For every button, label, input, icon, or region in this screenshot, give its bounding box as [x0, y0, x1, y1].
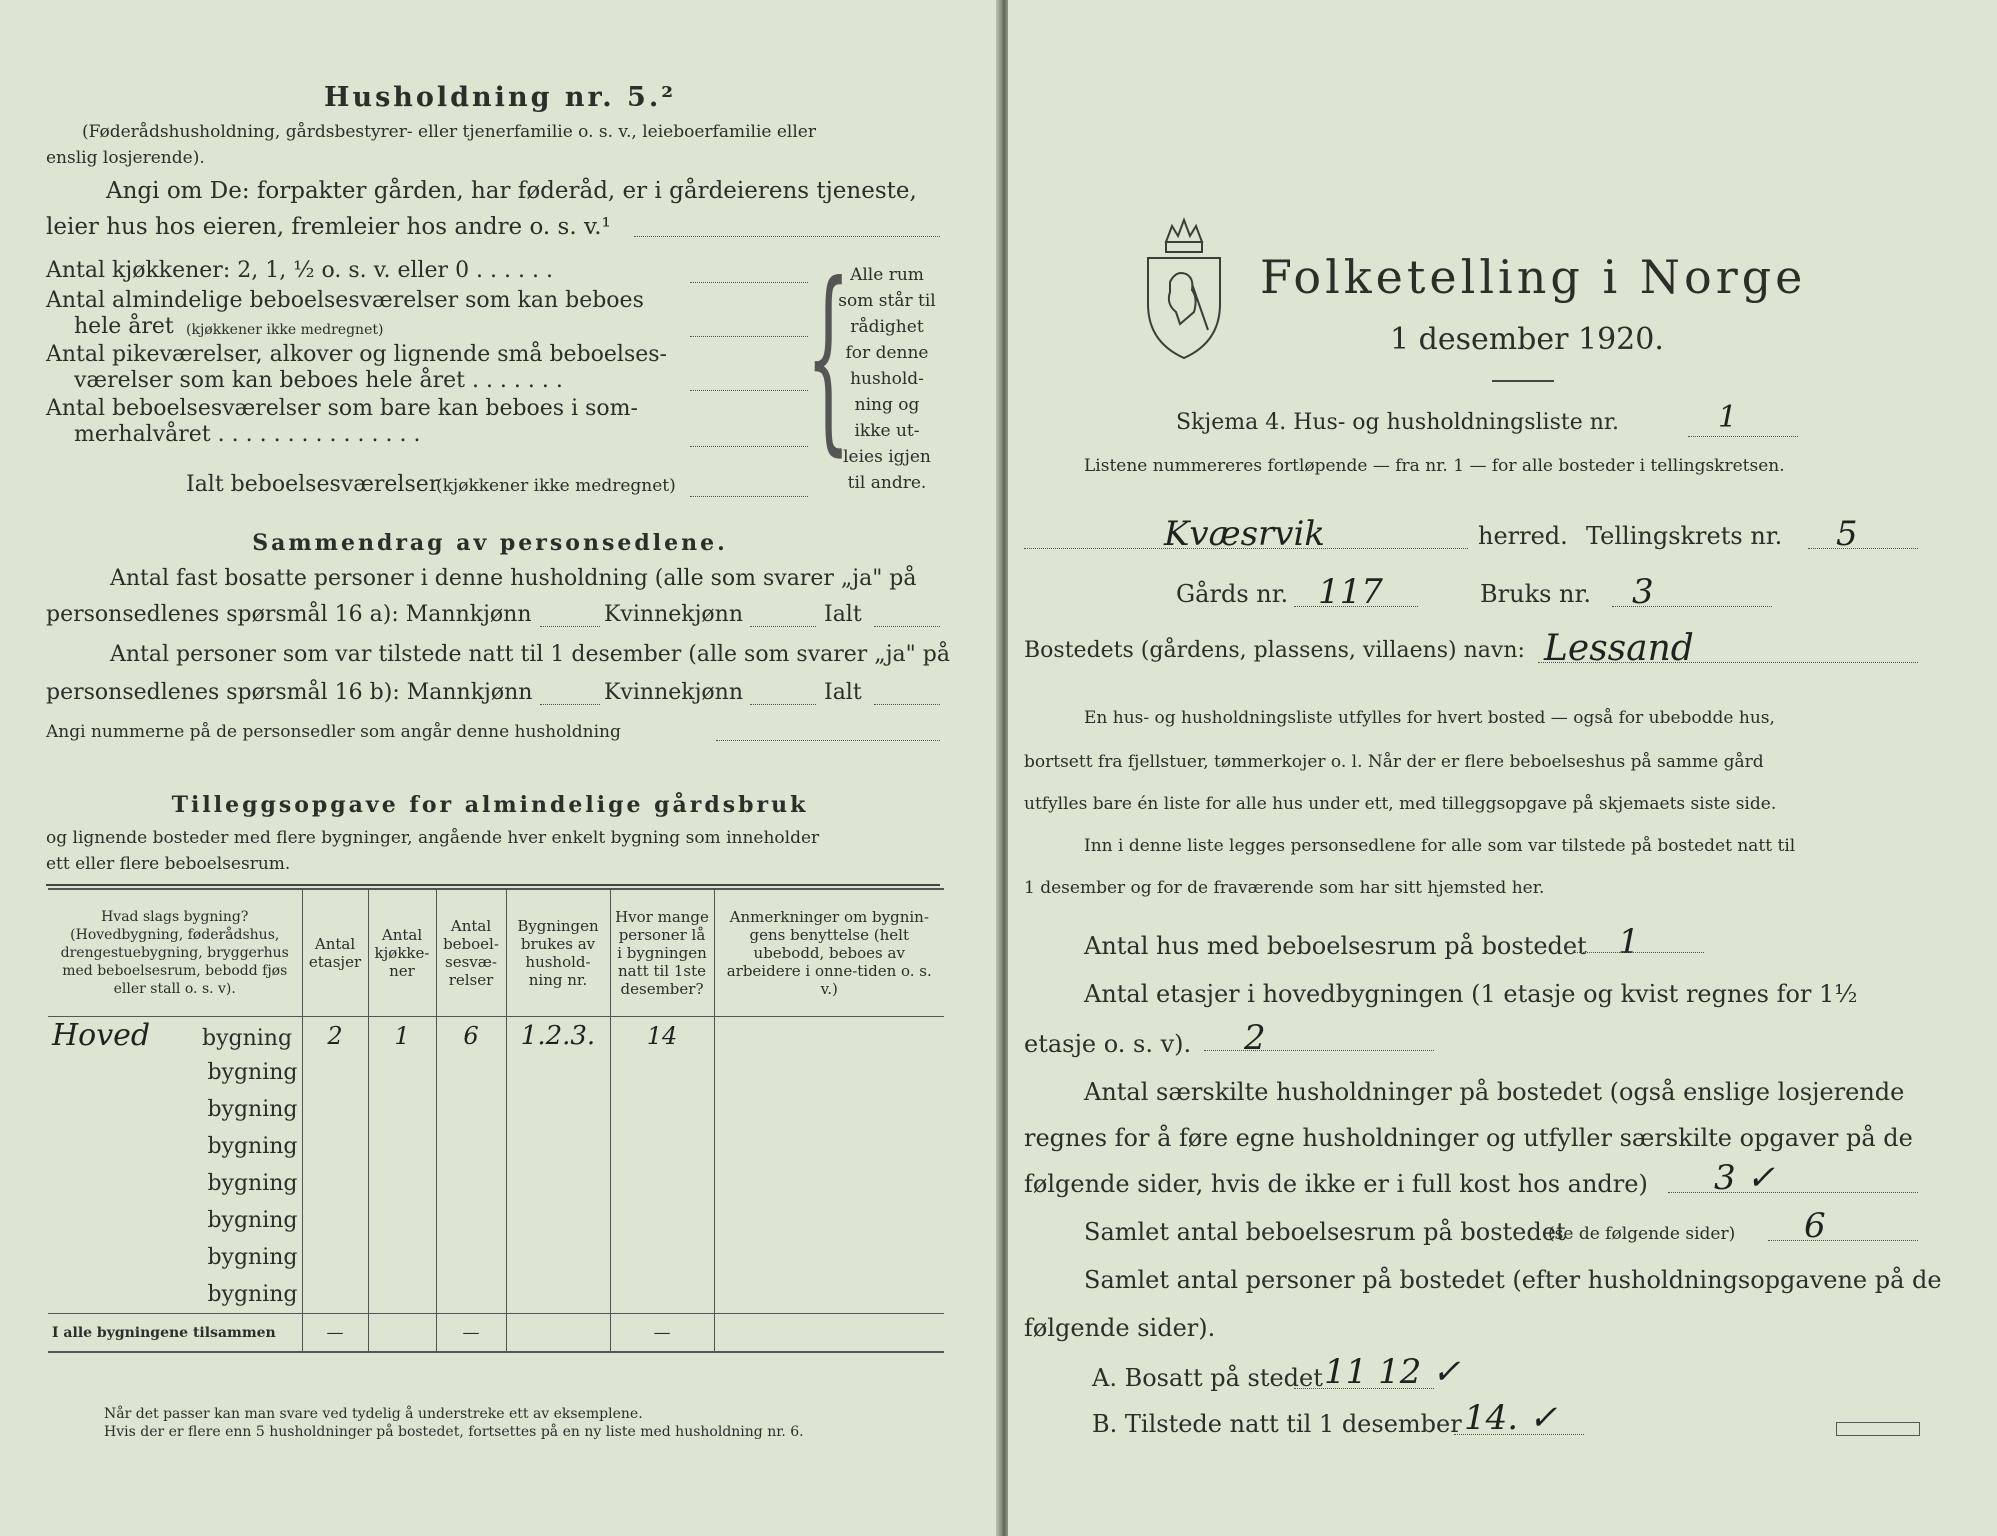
- row-rooms-1: Antal almindelige beboelsesværelser som kan beboes: [46, 288, 644, 313]
- herred-line: [1024, 548, 1468, 549]
- a-value: 11 12 ✓: [1324, 1352, 1461, 1392]
- ialt-note: (kjøkkener ikke medregnet): [436, 476, 676, 496]
- sum1-total-line: [874, 626, 940, 627]
- gards-line: [1294, 606, 1418, 607]
- table-row: bygning: [48, 1202, 944, 1239]
- q-pers-line-1: Samlet antal personer på bostedet (efter husholdningsopgavene på de: [1084, 1266, 1942, 1294]
- bruks-line: [1612, 606, 1772, 607]
- header-building-type: Hvad slags bygning? (Hovedbygning, føderådshus, drengestuebygning, bryggerhus med beboelsesrum, bebodd fjøs eller stall o. s. v).: [48, 889, 302, 1017]
- tillegg-title: Tilleggsopgave for almindelige gårdsbruk: [171, 792, 809, 818]
- sum2-line-1: Antal personer som var tilstede natt til 1 desember (alle som svarer „ja" på: [110, 642, 950, 667]
- household-title: Husholdning nr. 5.²: [323, 82, 677, 113]
- info-line-3: utfylles bare én liste for alle hus under ett, med tilleggsopgave på skjemaets siste side.: [1024, 794, 1777, 814]
- bruks-label: Bruks nr.: [1480, 580, 1591, 608]
- table-row: bygning: [48, 1165, 944, 1202]
- q1-line-1: Angi om De: forpakter gården, har føderåd, er i gårdeierens tjeneste,: [106, 178, 917, 204]
- q-etasjer-line: [1204, 1050, 1434, 1051]
- sum1-total-label: Ialt: [824, 602, 862, 627]
- header-remarks: Anmerkninger om bygnin-gens benyttelse (helt ubebodd, beboes av arbeidere i onne-tiden o. s. v.): [714, 889, 944, 1017]
- table-header-row: [48, 889, 944, 1017]
- table-total-row: I alle bygningene tilsammen — — —: [48, 1314, 944, 1353]
- sum2-line-2: personsedlenes spørsmål 16 b): Mannkjønn: [46, 680, 533, 705]
- table-row: bygning: [48, 1091, 944, 1128]
- ialt-label: Ialt beboelsesværelser: [186, 472, 440, 497]
- footnote-1: Når det passer kan man svare ved tydelig å understreke ett av eksemplene.: [104, 1406, 643, 1422]
- table-row: bygning: [48, 1239, 944, 1276]
- info-line-4: Inn i denne liste legges personsedlene for alle som var tilstede på bostedet natt til: [1084, 836, 1796, 856]
- right-page: [1008, 0, 1997, 1536]
- sum1-female-line: [750, 626, 816, 627]
- sum2-total-label: Ialt: [824, 680, 862, 705]
- footnote-2: Hvis der er flere enn 5 husholdninger på bostedet, fortsettes på en ny liste med husholdning nr. 6.: [104, 1424, 804, 1440]
- sum1-male-line: [540, 626, 600, 627]
- sum1-female-label: Kvinnekjønn: [604, 602, 743, 627]
- date-rule: [1492, 380, 1554, 382]
- gards-value: 117: [1318, 572, 1383, 612]
- b-value: 14. ✓: [1464, 1398, 1558, 1438]
- ialt-line: [690, 496, 808, 497]
- sum2-total-line: [874, 704, 940, 705]
- header-floors: Antal etasjer: [302, 889, 368, 1017]
- gards-label: Gårds nr.: [1176, 580, 1289, 608]
- q-rum-line: [1768, 1240, 1918, 1241]
- q-rum-note: (se de følgende sider): [1548, 1224, 1736, 1244]
- q-pers-line-2: følgende sider).: [1024, 1314, 1216, 1342]
- schema-value: 1: [1718, 400, 1738, 435]
- sum1-line-1: Antal fast bosatte personer i denne husholdning (alle som svarer „ja" på: [110, 566, 917, 591]
- row-summer-2: merhalvåret . . . . . . . . . . . . . . .: [74, 422, 421, 447]
- q-hush-value: 3 ✓: [1714, 1158, 1775, 1198]
- row-small-rooms-1: Antal pikeværelser, alkover og lignende små beboelses-: [46, 342, 667, 367]
- schema-line: [1688, 436, 1798, 437]
- building-table: [48, 888, 944, 1353]
- sum2-male-line: [540, 704, 600, 705]
- rooms-line: [690, 336, 808, 337]
- kitchens-line: [690, 282, 808, 283]
- bosted-label: Bostedets (gårdens, plassens, villaens) navn:: [1024, 638, 1525, 663]
- header-rooms: Antal beboel-sesvæ-relser: [436, 889, 506, 1017]
- summer-line: [690, 446, 808, 447]
- herred-label: herred.: [1478, 522, 1568, 550]
- census-title: Folketelling i Norge: [1260, 250, 1807, 304]
- tillegg-rule: [46, 884, 940, 886]
- bruks-value: 3: [1632, 572, 1654, 612]
- sum2-female-line: [750, 704, 816, 705]
- row-summer-1: Antal beboelsesværelser som bare kan beboes i som-: [46, 396, 638, 421]
- norway-coat-of-arms-icon: [1136, 212, 1232, 366]
- listene-note: Listene nummereres fortløpende — fra nr. 1 — for alle bosteder i tellingskretsen.: [1084, 456, 1785, 476]
- krets-line: [1808, 548, 1918, 549]
- q-hus-line: [1574, 952, 1704, 953]
- sum2-female-label: Kvinnekjønn: [604, 680, 743, 705]
- krets-label: Tellingskrets nr.: [1586, 522, 1783, 550]
- info-line-1: En hus- og husholdningsliste utfylles for hvert bosted — også for ubebodde hus,: [1084, 708, 1775, 728]
- b-label: B. Tilstede natt til 1 desember: [1092, 1410, 1462, 1438]
- table-row: bygning: [48, 1276, 944, 1314]
- tillegg-text-1: og lignende bosteder med flere bygninger, angående hver enkelt bygning som inneholder: [46, 828, 820, 848]
- row-kitchens: Antal kjøkkener: 2, 1, ½ o. s. v. eller 0 . . . . . .: [46, 258, 553, 283]
- q-hush-line-2: regnes for å føre egne husholdninger og utfyller særskilte opgaver på de: [1024, 1124, 1913, 1152]
- q-rum-value: 6: [1804, 1206, 1826, 1246]
- schema-label: Skjema 4. Hus- og husholdningsliste nr.: [1176, 410, 1619, 435]
- row-rooms-note: (kjøkkener ikke medregnet): [186, 322, 384, 338]
- summary-title: Sammendrag av personsedlene.: [252, 530, 728, 556]
- sum3-label: Angi nummerne på de personsedler som angår denne husholdning: [46, 722, 621, 742]
- small-rooms-line: [690, 390, 808, 391]
- census-date: 1 desember 1920.: [1390, 322, 1664, 357]
- q1-line-2: leier hus hos eieren, fremleier hos andre o. s. v.¹: [46, 214, 611, 240]
- a-line: [1294, 1388, 1434, 1389]
- q-hush-line: [1668, 1192, 1918, 1193]
- table-row: Hoved bygning 2 1 6 1.2.3. 14: [48, 1017, 944, 1055]
- q-rum-label: Samlet antal beboelsesrum på bostedet: [1084, 1218, 1566, 1246]
- q-etasjer-value: 2: [1244, 1018, 1266, 1058]
- header-kitchens: Antal kjøkke-ner: [368, 889, 436, 1017]
- q-hus-label: Antal hus med beboelsesrum på bostedet: [1084, 932, 1587, 960]
- krets-value: 5: [1836, 514, 1858, 554]
- intro-line-2: enslig losjerende).: [46, 148, 205, 168]
- b-line: [1454, 1434, 1584, 1435]
- brace: {: [806, 241, 851, 474]
- q1-answer-line: [634, 236, 940, 237]
- q-etasjer-line-2: etasje o. s. v).: [1024, 1030, 1192, 1058]
- side-note: Alle rum som står til rådighet for denne hushold- ning og ikke ut- leies igjen til andre.: [838, 265, 936, 493]
- info-line-2: bortsett fra fjellstuer, tømmerkojer o. l. Når der er flere beboelseshus på samme gård: [1024, 752, 1764, 772]
- sum3-line: [716, 740, 940, 741]
- q-hush-line-3: følgende sider, hvis de ikke er i full kost hos andre): [1024, 1170, 1648, 1198]
- bosted-value: Lessand: [1544, 628, 1694, 669]
- row-small-rooms-2: værelser som kan beboes hele året . . . . . . .: [74, 368, 563, 393]
- sum1-line-2: personsedlenes spørsmål 16 a): Mannkjønn: [46, 602, 532, 627]
- table-row: bygning: [48, 1128, 944, 1165]
- q-etasjer-line-1: Antal etasjer i hovedbygningen (1 etasje og kvist regnes for 1½: [1084, 980, 1858, 1008]
- intro-line-1: (Føderådshusholdning, gårdsbestyrer- eller tjenerfamilie o. s. v., leieboerfamilie eller: [82, 122, 816, 142]
- header-household: Bygningen brukes av hushold-ning nr.: [506, 889, 610, 1017]
- q-hus-value: 1: [1618, 922, 1640, 962]
- header-persons: Hvor mange personer lå i bygningen natt til 1ste desember?: [610, 889, 714, 1017]
- q-hush-line-1: Antal særskilte husholdninger på bostedet (også enslige losjerende: [1084, 1078, 1905, 1106]
- tillegg-text-2: ett eller flere beboelsesrum.: [46, 854, 291, 874]
- info-line-5: 1 desember og for de fraværende som har sitt hjemsted her.: [1024, 878, 1545, 898]
- row-rooms-2: hele året: [74, 314, 174, 339]
- bosted-line: [1538, 662, 1918, 663]
- herred-value: Kvæsrvik: [1164, 514, 1325, 554]
- a-label: A. Bosatt på stedet: [1092, 1364, 1323, 1392]
- table-row: bygning: [48, 1054, 944, 1091]
- printer-stamp: [1836, 1422, 1920, 1436]
